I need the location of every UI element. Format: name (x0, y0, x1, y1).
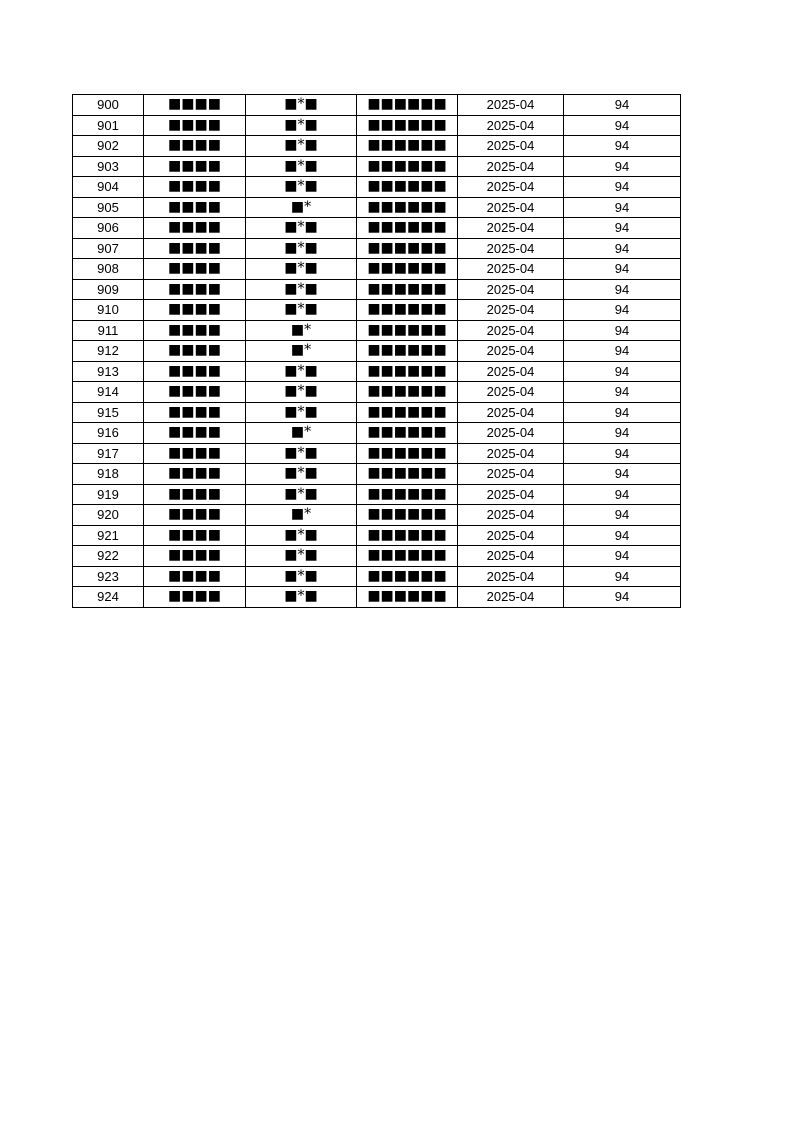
month-cell: 2025-04 (458, 423, 564, 444)
name-cell: ■*■ (246, 218, 357, 239)
name-cell: ■*■ (246, 587, 357, 608)
table-row (73, 546, 681, 567)
table-row (73, 566, 681, 587)
disability-level-cell: ■■■■■■ (357, 525, 458, 546)
amount-cell: 94 (564, 341, 681, 362)
table-row (73, 587, 681, 608)
month-cell: 2025-04 (458, 484, 564, 505)
name-cell: ■* (246, 423, 357, 444)
name-cell: ■*■ (246, 402, 357, 423)
name-cell: ■*■ (246, 484, 357, 505)
month-cell: 2025-04 (458, 320, 564, 341)
table-row (73, 115, 681, 136)
name-cell: ■*■ (246, 156, 357, 177)
town-cell: ■■■■ (144, 361, 246, 382)
amount-cell: 94 (564, 382, 681, 403)
name-cell: ■*■ (246, 279, 357, 300)
table-row (73, 197, 681, 218)
disability-level-cell: ■■■■■■ (357, 300, 458, 321)
table-row (73, 177, 681, 198)
name-cell: ■* (246, 197, 357, 218)
name-cell: ■*■ (246, 115, 357, 136)
name-cell: ■*■ (246, 95, 357, 116)
month-cell: 2025-04 (458, 95, 564, 116)
table-row (73, 402, 681, 423)
amount-cell: 94 (564, 546, 681, 567)
town-cell: ■■■■ (144, 402, 246, 423)
name-cell: ■*■ (246, 546, 357, 567)
row-number-cell: 903 (73, 156, 144, 177)
month-cell: 2025-04 (458, 115, 564, 136)
month-cell: 2025-04 (458, 587, 564, 608)
disability-level-cell: ■■■■■■ (357, 546, 458, 567)
row-number-cell: 923 (73, 566, 144, 587)
row-number-cell: 914 (73, 382, 144, 403)
month-cell: 2025-04 (458, 402, 564, 423)
month-cell: 2025-04 (458, 136, 564, 157)
month-cell: 2025-04 (458, 566, 564, 587)
name-cell: ■* (246, 505, 357, 526)
table-row (73, 95, 681, 116)
table-row (73, 156, 681, 177)
table-row (73, 484, 681, 505)
disability-level-cell: ■■■■■■ (357, 95, 458, 116)
amount-cell: 94 (564, 156, 681, 177)
name-cell: ■*■ (246, 464, 357, 485)
town-cell: ■■■■ (144, 382, 246, 403)
row-number-cell: 913 (73, 361, 144, 382)
table-row (73, 259, 681, 280)
row-number-cell: 901 (73, 115, 144, 136)
amount-cell: 94 (564, 177, 681, 198)
town-cell: ■■■■ (144, 423, 246, 444)
town-cell: ■■■■ (144, 484, 246, 505)
row-number-cell: 902 (73, 136, 144, 157)
row-number-cell: 915 (73, 402, 144, 423)
month-cell: 2025-04 (458, 259, 564, 280)
name-cell: ■*■ (246, 361, 357, 382)
row-number-cell: 909 (73, 279, 144, 300)
table-row (73, 525, 681, 546)
amount-cell: 94 (564, 525, 681, 546)
disability-level-cell: ■■■■■■ (357, 156, 458, 177)
disability-level-cell: ■■■■■■ (357, 197, 458, 218)
row-number-cell: 918 (73, 464, 144, 485)
disability-level-cell: ■■■■■■ (357, 423, 458, 444)
amount-cell: 94 (564, 300, 681, 321)
name-cell: ■*■ (246, 566, 357, 587)
row-number-cell: 924 (73, 587, 144, 608)
town-cell: ■■■■ (144, 156, 246, 177)
month-cell: 2025-04 (458, 218, 564, 239)
table-row (73, 464, 681, 485)
name-cell: ■*■ (246, 525, 357, 546)
town-cell: ■■■■ (144, 259, 246, 280)
town-cell: ■■■■ (144, 300, 246, 321)
disability-level-cell: ■■■■■■ (357, 402, 458, 423)
amount-cell: 94 (564, 259, 681, 280)
row-number-cell: 920 (73, 505, 144, 526)
town-cell: ■■■■ (144, 464, 246, 485)
disability-level-cell: ■■■■■■ (357, 587, 458, 608)
table-row (73, 382, 681, 403)
town-cell: ■■■■ (144, 197, 246, 218)
amount-cell: 94 (564, 197, 681, 218)
month-cell: 2025-04 (458, 279, 564, 300)
month-cell: 2025-04 (458, 382, 564, 403)
table-row (73, 341, 681, 362)
town-cell: ■■■■ (144, 443, 246, 464)
disability-level-cell: ■■■■■■ (357, 464, 458, 485)
amount-cell: 94 (564, 484, 681, 505)
row-number-cell: 912 (73, 341, 144, 362)
name-cell: ■* (246, 341, 357, 362)
amount-cell: 94 (564, 361, 681, 382)
month-cell: 2025-04 (458, 156, 564, 177)
disability-level-cell: ■■■■■■ (357, 238, 458, 259)
row-number-cell: 905 (73, 197, 144, 218)
amount-cell: 94 (564, 464, 681, 485)
disability-level-cell: ■■■■■■ (357, 320, 458, 341)
amount-cell: 94 (564, 95, 681, 116)
town-cell: ■■■■ (144, 136, 246, 157)
month-cell: 2025-04 (458, 341, 564, 362)
amount-cell: 94 (564, 136, 681, 157)
month-cell: 2025-04 (458, 300, 564, 321)
town-cell: ■■■■ (144, 218, 246, 239)
disability-level-cell: ■■■■■■ (357, 443, 458, 464)
amount-cell: 94 (564, 279, 681, 300)
table-row (73, 238, 681, 259)
table-row (73, 443, 681, 464)
month-cell: 2025-04 (458, 238, 564, 259)
roster-table-body (73, 95, 681, 608)
table-row (73, 279, 681, 300)
table-row (73, 136, 681, 157)
disability-level-cell: ■■■■■■ (357, 566, 458, 587)
name-cell: ■*■ (246, 177, 357, 198)
table-row (73, 361, 681, 382)
row-number-cell: 916 (73, 423, 144, 444)
disability-level-cell: ■■■■■■ (357, 177, 458, 198)
town-cell: ■■■■ (144, 341, 246, 362)
disability-level-cell: ■■■■■■ (357, 279, 458, 300)
town-cell: ■■■■ (144, 546, 246, 567)
name-cell: ■* (246, 320, 357, 341)
roster-table (72, 94, 681, 608)
name-cell: ■*■ (246, 259, 357, 280)
amount-cell: 94 (564, 443, 681, 464)
amount-cell: 94 (564, 587, 681, 608)
name-cell: ■*■ (246, 382, 357, 403)
row-number-cell: 919 (73, 484, 144, 505)
disability-level-cell: ■■■■■■ (357, 218, 458, 239)
table-row (73, 218, 681, 239)
row-number-cell: 906 (73, 218, 144, 239)
month-cell: 2025-04 (458, 443, 564, 464)
row-number-cell: 908 (73, 259, 144, 280)
amount-cell: 94 (564, 320, 681, 341)
name-cell: ■*■ (246, 300, 357, 321)
amount-cell: 94 (564, 505, 681, 526)
disability-level-cell: ■■■■■■ (357, 505, 458, 526)
amount-cell: 94 (564, 238, 681, 259)
amount-cell: 94 (564, 218, 681, 239)
row-number-cell: 904 (73, 177, 144, 198)
table-row (73, 423, 681, 444)
town-cell: ■■■■ (144, 587, 246, 608)
disability-level-cell: ■■■■■■ (357, 115, 458, 136)
town-cell: ■■■■ (144, 566, 246, 587)
name-cell: ■*■ (246, 443, 357, 464)
disability-level-cell: ■■■■■■ (357, 361, 458, 382)
row-number-cell: 910 (73, 300, 144, 321)
month-cell: 2025-04 (458, 197, 564, 218)
town-cell: ■■■■ (144, 95, 246, 116)
month-cell: 2025-04 (458, 361, 564, 382)
month-cell: 2025-04 (458, 464, 564, 485)
month-cell: 2025-04 (458, 505, 564, 526)
town-cell: ■■■■ (144, 177, 246, 198)
disability-level-cell: ■■■■■■ (357, 484, 458, 505)
disability-level-cell: ■■■■■■ (357, 136, 458, 157)
name-cell: ■*■ (246, 136, 357, 157)
amount-cell: 94 (564, 423, 681, 444)
town-cell: ■■■■ (144, 320, 246, 341)
amount-cell: 94 (564, 115, 681, 136)
town-cell: ■■■■ (144, 525, 246, 546)
row-number-cell: 921 (73, 525, 144, 546)
town-cell: ■■■■ (144, 505, 246, 526)
disability-level-cell: ■■■■■■ (357, 341, 458, 362)
town-cell: ■■■■ (144, 238, 246, 259)
table-row (73, 300, 681, 321)
name-cell: ■*■ (246, 238, 357, 259)
row-number-cell: 922 (73, 546, 144, 567)
row-number-cell: 900 (73, 95, 144, 116)
table-row (73, 320, 681, 341)
disability-level-cell: ■■■■■■ (357, 259, 458, 280)
town-cell: ■■■■ (144, 279, 246, 300)
amount-cell: 94 (564, 402, 681, 423)
amount-cell: 94 (564, 566, 681, 587)
row-number-cell: 907 (73, 238, 144, 259)
month-cell: 2025-04 (458, 546, 564, 567)
row-number-cell: 917 (73, 443, 144, 464)
month-cell: 2025-04 (458, 525, 564, 546)
town-cell: ■■■■ (144, 115, 246, 136)
table-row (73, 505, 681, 526)
disability-level-cell: ■■■■■■ (357, 382, 458, 403)
row-number-cell: 911 (73, 320, 144, 341)
month-cell: 2025-04 (458, 177, 564, 198)
